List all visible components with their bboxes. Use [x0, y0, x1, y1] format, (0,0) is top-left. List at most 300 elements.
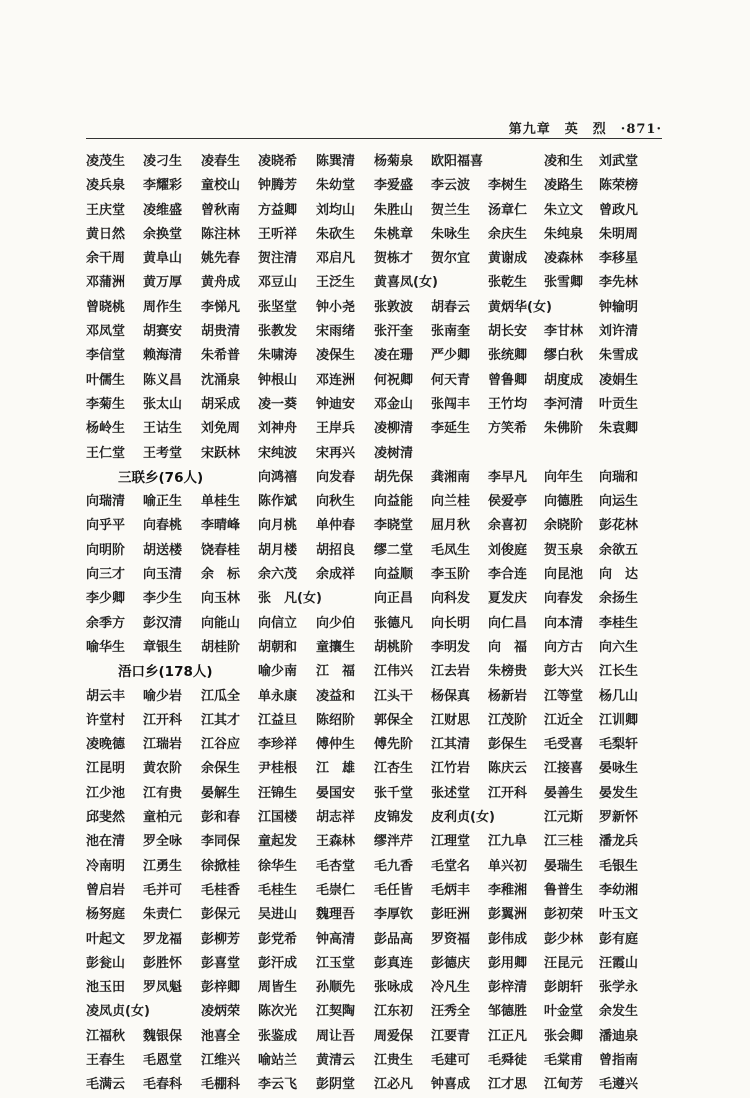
list-row: [86, 563, 666, 587]
list-item: 张述堂: [431, 785, 471, 801]
list-item: 张坚堂: [258, 299, 298, 315]
list-item: 向 达: [599, 567, 639, 583]
list-item: 张雪卿: [544, 275, 584, 291]
list-item: 毛杏堂: [316, 858, 356, 874]
list-item: 胡先保: [374, 469, 414, 485]
list-item: 余发生: [599, 1004, 639, 1020]
list-item: 向三才: [86, 567, 126, 583]
list-item: 王泛生: [316, 275, 356, 291]
list-row: [86, 1073, 666, 1097]
list-item: 朱啸涛: [258, 348, 298, 364]
list-item: 晏瑞生: [544, 858, 584, 874]
list-item: 向能山: [201, 615, 241, 631]
list-item: 江瓜全: [201, 688, 241, 704]
list-item: 杨岭生: [86, 421, 126, 437]
list-item: 池在清: [86, 834, 126, 850]
list-item: 吴进山: [258, 907, 298, 923]
list-item: 叶起文: [86, 931, 126, 947]
list-item: 朱幼堂: [316, 178, 356, 194]
list-item: 凌森林: [544, 251, 584, 267]
list-row: [86, 247, 666, 271]
list-item: 冷南明: [86, 858, 126, 874]
list-item: 李合连: [488, 567, 528, 583]
list-item: 胡朝和: [258, 639, 298, 655]
list-item: 向正昌: [374, 591, 414, 607]
list-item: 童校山: [201, 178, 241, 194]
list-item: 朱桃章: [374, 226, 414, 242]
list-item: 江长生: [599, 664, 639, 680]
list-row: [86, 466, 666, 490]
list-item: 王考堂: [143, 445, 183, 461]
list-item: 凌保生: [316, 348, 356, 364]
list-item: 朱希普: [201, 348, 241, 364]
list-item: 喻华生: [86, 639, 126, 655]
list-item: 彭德庆: [431, 955, 471, 971]
list-item: 周皆生: [258, 980, 298, 996]
list-item: 缪白秋: [544, 348, 584, 364]
list-item: 陈庆云: [488, 761, 528, 777]
list-item: 周作生: [143, 299, 183, 315]
list-item: 毛建可: [431, 1052, 471, 1068]
list-item: 胡月楼: [258, 542, 298, 558]
list-item: 汪昆元: [544, 955, 584, 971]
list-item: 江 雄: [316, 761, 356, 777]
list-item: 毛棚科: [201, 1077, 241, 1093]
list-item: 潘龙兵: [599, 834, 639, 850]
list-item: 毛炳丰: [431, 882, 471, 898]
list-item: 王春生: [86, 1052, 126, 1068]
list-item: 张乾生: [488, 275, 528, 291]
list-item: 凌路生: [544, 178, 584, 194]
list-item: 杨菊泉: [374, 154, 414, 169]
list-item: 余欲五: [599, 542, 639, 558]
list-item: 凌在珊: [374, 348, 414, 364]
list-item: 朱砍生: [316, 226, 356, 242]
list-item: 王岸兵: [316, 421, 356, 437]
list-item: 晏发生: [599, 785, 639, 801]
list-item: 尹桂根: [258, 761, 298, 777]
list-item: 李同保: [201, 834, 241, 850]
list-item: 贺栋才: [374, 251, 414, 267]
list-item: 向瑞和: [599, 469, 639, 485]
list-item: 彭和春: [201, 810, 241, 826]
list-item: 李云飞: [258, 1077, 298, 1093]
list-item: 朱胜山: [374, 202, 414, 218]
list-item: 向玉林: [201, 591, 241, 607]
list-item: 喻正生: [143, 494, 183, 510]
list-item: 彭梓清: [488, 980, 528, 996]
list-row: [86, 660, 666, 684]
list-item: 杨努庭: [86, 907, 126, 923]
list-item: 毛并可: [143, 882, 183, 898]
list-item: 彭真连: [374, 955, 414, 971]
list-item: 晏咏生: [599, 761, 639, 777]
list-item: 向发春: [316, 469, 356, 485]
list-item: 邓金山: [374, 396, 414, 412]
list-item: 王森林: [316, 834, 356, 850]
list-item: 池喜全: [201, 1028, 241, 1044]
list-item: 宋纯波: [258, 445, 298, 461]
list-item: 凌炳荣: [201, 1004, 241, 1020]
list-item: 汪秀全: [431, 1004, 471, 1020]
list-row: [86, 344, 666, 368]
list-item: 余成祥: [316, 567, 356, 583]
list-item: 彭阴堂: [316, 1077, 356, 1093]
list-item: 李信堂: [86, 348, 126, 364]
list-row: [86, 271, 666, 295]
list-item: 江勇生: [143, 858, 183, 874]
list-item: 向信立: [258, 615, 298, 631]
list-item: 江契陶: [316, 1004, 356, 1020]
list-item: 曾晓桃: [86, 299, 126, 315]
list-item: 朱雪成: [599, 348, 639, 364]
list-item: 余干周: [86, 251, 126, 267]
list-row: [86, 1000, 666, 1024]
list-item: 凌兵泉: [86, 178, 126, 194]
list-item: 向运生: [599, 494, 639, 510]
list-item: 江开科: [143, 712, 183, 728]
list-item: 江杏生: [374, 761, 414, 777]
list-item: 宋再兴: [316, 445, 356, 461]
list-item: 皮锦发: [374, 810, 414, 826]
list-item: 方益卿: [258, 202, 298, 218]
list-row: [86, 417, 666, 441]
list-item: 李少生: [143, 591, 183, 607]
list-item: 江财思: [431, 712, 471, 728]
list-row: [86, 685, 666, 709]
list-row: [86, 320, 666, 344]
list-item: 毛堂名: [431, 858, 471, 874]
list-item: 钟输明: [599, 299, 639, 315]
list-item: 江其清: [431, 737, 471, 753]
list-item: 章银生: [143, 639, 183, 655]
list-item: 钟高清: [316, 931, 356, 947]
list-item: 余季方: [86, 615, 126, 631]
list-item: 钟迪安: [316, 396, 356, 412]
list-item: 单仲春: [316, 518, 356, 534]
list-item: 叶玉文: [599, 907, 639, 923]
list-item: 凌一葵: [258, 396, 298, 412]
list-item: 傅仲生: [316, 737, 356, 753]
list-row: [86, 855, 666, 879]
list-item: 李树生: [488, 178, 528, 194]
list-item: 毛梨轩: [599, 737, 639, 753]
list-item: 向兰桂: [431, 494, 471, 510]
list-item: 江维兴: [201, 1052, 241, 1068]
list-item: 向瑞清: [86, 494, 126, 510]
list-row: [86, 150, 666, 174]
list-item: 李晓堂: [374, 518, 414, 534]
list-item: 凌晓希: [258, 154, 298, 169]
list-item: 周爱保: [374, 1028, 414, 1044]
list-item: 江益旦: [258, 712, 298, 728]
list-item: 李桂生: [599, 615, 639, 631]
list-item: 凌维盛: [143, 202, 183, 218]
list-row: [86, 199, 666, 223]
list-item: 余扬生: [599, 591, 639, 607]
list-item: 江必凡: [374, 1077, 414, 1093]
list-item: 毛九香: [374, 858, 414, 874]
list-item: 汤章仁: [488, 202, 528, 218]
list-item: 江贵生: [374, 1052, 414, 1068]
list-item: 龚湘南: [431, 469, 471, 485]
list-item: 黄炳华(女): [488, 299, 552, 315]
list-item: 欧阳福喜: [431, 154, 484, 169]
list-item: 曾鲁卿: [488, 372, 528, 388]
list-item: 张千堂: [374, 785, 414, 801]
list-row: [86, 976, 666, 1000]
list-item: 李厚钦: [374, 907, 414, 923]
list-item: 徐华生: [258, 858, 298, 874]
list-item: 罗全咏: [143, 834, 183, 850]
list-item: 李晴峰: [201, 518, 241, 534]
list-item: 向明阶: [86, 542, 126, 558]
list-item: 喻少岩: [143, 688, 183, 704]
list-item: 晏解生: [201, 785, 241, 801]
list-item: 江九阜: [488, 834, 528, 850]
list-item: 朱明周: [599, 226, 639, 242]
list-item: 邓连洲: [316, 372, 356, 388]
list-item: 黄阜山: [143, 251, 183, 267]
list-row: [86, 757, 666, 781]
list-row: [86, 223, 666, 247]
list-item: 余换堂: [143, 226, 183, 242]
list-item: 江 福: [316, 664, 356, 680]
list-item: 李爱盛: [374, 178, 414, 194]
list-row: [86, 539, 666, 563]
list-item: 余六茂: [258, 567, 298, 583]
list-item: 凌茂生: [86, 154, 126, 169]
list-item: 江元斯: [544, 810, 584, 826]
list-item: 钟根山: [258, 372, 298, 388]
list-item: 夏发庆: [488, 591, 528, 607]
list-item: 向春桃: [143, 518, 183, 534]
list-item: 朱责仁: [143, 907, 183, 923]
list-item: 毛春科: [143, 1077, 183, 1093]
list-item: 毛崇仁: [316, 882, 356, 898]
list-item: 江头干: [374, 688, 414, 704]
list-item: 毛遵兴: [599, 1077, 639, 1093]
list-item: 向春发: [544, 591, 584, 607]
list-item: 毛桂香: [201, 882, 241, 898]
list-item: 向秋生: [316, 494, 356, 510]
list-item: 朱袁卿: [599, 421, 639, 437]
list-item: 陈义昌: [143, 372, 183, 388]
list-item: 罗新怀: [599, 810, 639, 826]
list-row: [86, 782, 666, 806]
list-item: 向科发: [431, 591, 471, 607]
list-row: [86, 903, 666, 927]
list-item: 邓启凡: [316, 251, 356, 267]
list-item: 彭用卿: [488, 955, 528, 971]
list-item: 周让吾: [316, 1028, 356, 1044]
list-item: 李耀彩: [143, 178, 183, 194]
list-row: [86, 806, 666, 830]
list-item: 江国楼: [258, 810, 298, 826]
list-item: 李明发: [431, 639, 471, 655]
list-row: [86, 612, 666, 636]
list-item: 刘许清: [599, 324, 639, 340]
list-item: 喻站兰: [258, 1052, 298, 1068]
list-item: 胡志祥: [316, 810, 356, 826]
list-item: 鲁普生: [544, 882, 584, 898]
list-item: 胡采成: [201, 396, 241, 412]
list-item: 魏银保: [143, 1028, 183, 1044]
list-item: 凌凤贞(女): [86, 1004, 150, 1020]
list-item: 傅先阶: [374, 737, 414, 753]
list-item: 赖海清: [143, 348, 183, 364]
list-item: 罗龙福: [143, 931, 183, 947]
list-item: 黄农阶: [143, 761, 183, 777]
list-item: 张鉴成: [258, 1028, 298, 1044]
list-item: 贺尔宜: [431, 251, 471, 267]
list-item: 邱斐然: [86, 810, 126, 826]
list-row: [86, 879, 666, 903]
list-row: [86, 393, 666, 417]
list-item: 彭喜堂: [201, 955, 241, 971]
list-item: 彭初荣: [544, 907, 584, 923]
list-item: 凌树清: [374, 445, 414, 461]
list-item: 李云波: [431, 178, 471, 194]
list-item: 江正凡: [488, 1028, 528, 1044]
list-item: 彭伟成: [488, 931, 528, 947]
list-item: 胡贵清: [201, 324, 241, 340]
list-item: 张统卿: [488, 348, 528, 364]
list-item: 宋跃林: [201, 445, 241, 461]
list-item: 张南奎: [431, 324, 471, 340]
chapter-title: 第九章 英 烈 ·871·: [508, 122, 662, 137]
list-item: 张会卿: [544, 1028, 584, 1044]
list-item: 李稚湘: [488, 882, 528, 898]
list-item: 彭大兴: [544, 664, 584, 680]
list-item: 向益顺: [374, 567, 414, 583]
list-item: 江东初: [374, 1004, 414, 1020]
list-item: 彭有庭: [599, 931, 639, 947]
list-item: 彭汉清: [143, 615, 183, 631]
list-item: 李悌凡: [201, 299, 241, 315]
list-item: 方笑希: [488, 421, 528, 437]
list-item: 毛恩堂: [143, 1052, 183, 1068]
list-item: 江伟兴: [374, 664, 414, 680]
list-item: 侯爱亭: [488, 494, 528, 510]
list-item: 彭少林: [544, 931, 584, 947]
list-item: 胡度成: [544, 372, 584, 388]
list-item: 晏国安: [316, 785, 356, 801]
list-item: 毛受喜: [544, 737, 584, 753]
list-item: 叶金堂: [544, 1004, 584, 1020]
list-item: 黄舟成: [201, 275, 241, 291]
list-row: [86, 587, 666, 611]
list-item: 池玉田: [86, 980, 126, 996]
list-item: 向 福: [488, 639, 528, 655]
list-item: 胡桂阶: [201, 639, 241, 655]
list-item: 陈次光: [258, 1004, 298, 1020]
list-item: 张敦波: [374, 299, 414, 315]
list-item: 晏善生: [544, 785, 584, 801]
list-item: 何祝卿: [374, 372, 414, 388]
list-item: 江茂阶: [488, 712, 528, 728]
list-row: [86, 514, 666, 538]
list-item: 余晓阶: [544, 518, 584, 534]
list-item: 朱榜贵: [488, 664, 528, 680]
list-item: 杨保真: [431, 688, 471, 704]
list-item: 单永康: [258, 688, 298, 704]
list-item: 郭保全: [374, 712, 414, 728]
list-item: 江开科: [488, 785, 528, 801]
list-item: 彭瓮山: [86, 955, 126, 971]
list-item: 彭旺洲: [431, 907, 471, 923]
list-item: 胡赛安: [143, 324, 183, 340]
list-item: 张汗奎: [374, 324, 414, 340]
list-item: 向德胜: [544, 494, 584, 510]
list-item: 汪霞山: [599, 955, 639, 971]
list-item: 李玉阶: [431, 567, 471, 583]
list-item: 陈作斌: [258, 494, 298, 510]
list-item: 冷凡生: [431, 980, 471, 996]
list-item: 江甸芳: [544, 1077, 584, 1093]
list-item: 胡春云: [431, 299, 471, 315]
list-item: 李幼湘: [599, 882, 639, 898]
list-item: 喻少南: [258, 664, 298, 680]
list-row: [86, 928, 666, 952]
list-item: 姚先春: [201, 251, 241, 267]
list-item: 严少卿: [431, 348, 471, 364]
list-item: 江等堂: [544, 688, 584, 704]
list-row: [86, 830, 666, 854]
list-item: 向乎平: [86, 518, 126, 534]
list-item: 李河清: [544, 396, 584, 412]
list-item: 曾秋南: [201, 202, 241, 218]
list-item: 江有贵: [143, 785, 183, 801]
list-item: 江训卿: [599, 712, 639, 728]
list-item: 江理堂: [431, 834, 471, 850]
list-item: 彭党希: [258, 931, 298, 947]
list-item: 胡招良: [316, 542, 356, 558]
list-item: 黄清云: [316, 1052, 356, 1068]
list-item: 向昆池: [544, 567, 584, 583]
list-item: 罗资福: [431, 931, 471, 947]
list-item: 李珍祥: [258, 737, 298, 753]
list-item: 朱佛阶: [544, 421, 584, 437]
list-item: 胡送楼: [143, 542, 183, 558]
list-item: 叶贡生: [599, 396, 639, 412]
list-item: 宋雨绪: [316, 324, 356, 340]
list-item: 张太山: [143, 396, 183, 412]
list-item: 钟小尧: [316, 299, 356, 315]
list-item: 皮利贞(女): [431, 810, 495, 826]
list-item: 李移星: [599, 251, 639, 267]
list-item: 江才思: [488, 1077, 528, 1093]
list-item: 黄喜凤(女): [374, 275, 438, 291]
list-item: 彭柳芳: [201, 931, 241, 947]
list-item: 李少卿: [86, 591, 126, 607]
list-item: 毛桂生: [258, 882, 298, 898]
list-item: 贺注清: [258, 251, 298, 267]
list-item: 向益能: [374, 494, 414, 510]
list-item: 邓凤堂: [86, 324, 126, 340]
list-item: 何天青: [431, 372, 471, 388]
list-item: 余保生: [201, 761, 241, 777]
list-item: 凌柳清: [374, 421, 414, 437]
list-item: 饶春桂: [201, 542, 241, 558]
section-heading: 浯口乡(178人): [118, 664, 213, 681]
list-item: 张咏成: [374, 980, 414, 996]
list-item: 毛银生: [599, 858, 639, 874]
list-item: 江接喜: [544, 761, 584, 777]
list-item: 邹德胜: [488, 1004, 528, 1020]
list-item: 王仁堂: [86, 445, 126, 461]
list-item: 凌娟生: [599, 372, 639, 388]
